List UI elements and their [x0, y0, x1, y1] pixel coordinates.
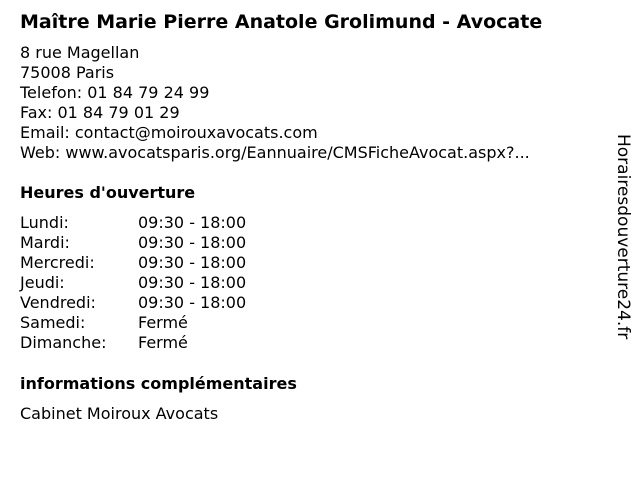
phone-number: Telefon: 01 84 79 24 99	[20, 83, 210, 102]
hours-row-monday	[20, 213, 320, 233]
email-address: Email: contact@moirouxavocats.com	[20, 123, 318, 142]
day-label: Mardi:	[20, 233, 70, 252]
opening-hours-heading: Heures d'ouverture	[20, 183, 196, 202]
day-label: Dimanche:	[20, 333, 107, 352]
hours-row-saturday	[20, 313, 320, 333]
website-url: Web: www.avocatsparis.org/Eannuaire/CMSFicheAvocat.aspx?...	[20, 143, 530, 162]
opening-hours-list	[20, 213, 320, 353]
hours-row-wednesday	[20, 253, 320, 273]
hours-row-sunday	[20, 333, 320, 353]
fax-number: Fax: 01 84 79 01 29	[20, 103, 180, 122]
day-hours: 09:30 - 18:00	[138, 293, 247, 312]
day-label: Lundi:	[20, 213, 69, 232]
business-title: Maître Marie Pierre Anatole Grolimund - Avocate	[20, 11, 543, 33]
day-hours: 09:30 - 18:00	[138, 233, 247, 252]
day-hours: 09:30 - 18:00	[138, 253, 247, 272]
city-postcode: 75008 Paris	[20, 63, 115, 82]
day-label: Vendredi:	[20, 293, 96, 312]
hours-row-tuesday	[20, 233, 320, 253]
site-watermark: Horairesdouverture24.fr	[613, 134, 633, 340]
day-label: Jeudi:	[20, 273, 65, 292]
day-hours: Fermé	[138, 313, 188, 332]
day-hours: 09:30 - 18:00	[138, 213, 247, 232]
contact-details	[20, 43, 530, 163]
day-hours: 09:30 - 18:00	[138, 273, 247, 292]
hours-row-friday	[20, 293, 320, 313]
additional-info-text: Cabinet Moiroux Avocats	[20, 404, 219, 423]
street-address: 8 rue Magellan	[20, 43, 140, 62]
day-label: Samedi:	[20, 313, 86, 332]
additional-info-heading: informations complémentaires	[20, 374, 297, 393]
hours-row-thursday	[20, 273, 320, 293]
day-label: Mercredi:	[20, 253, 95, 272]
day-hours: Fermé	[138, 333, 188, 352]
